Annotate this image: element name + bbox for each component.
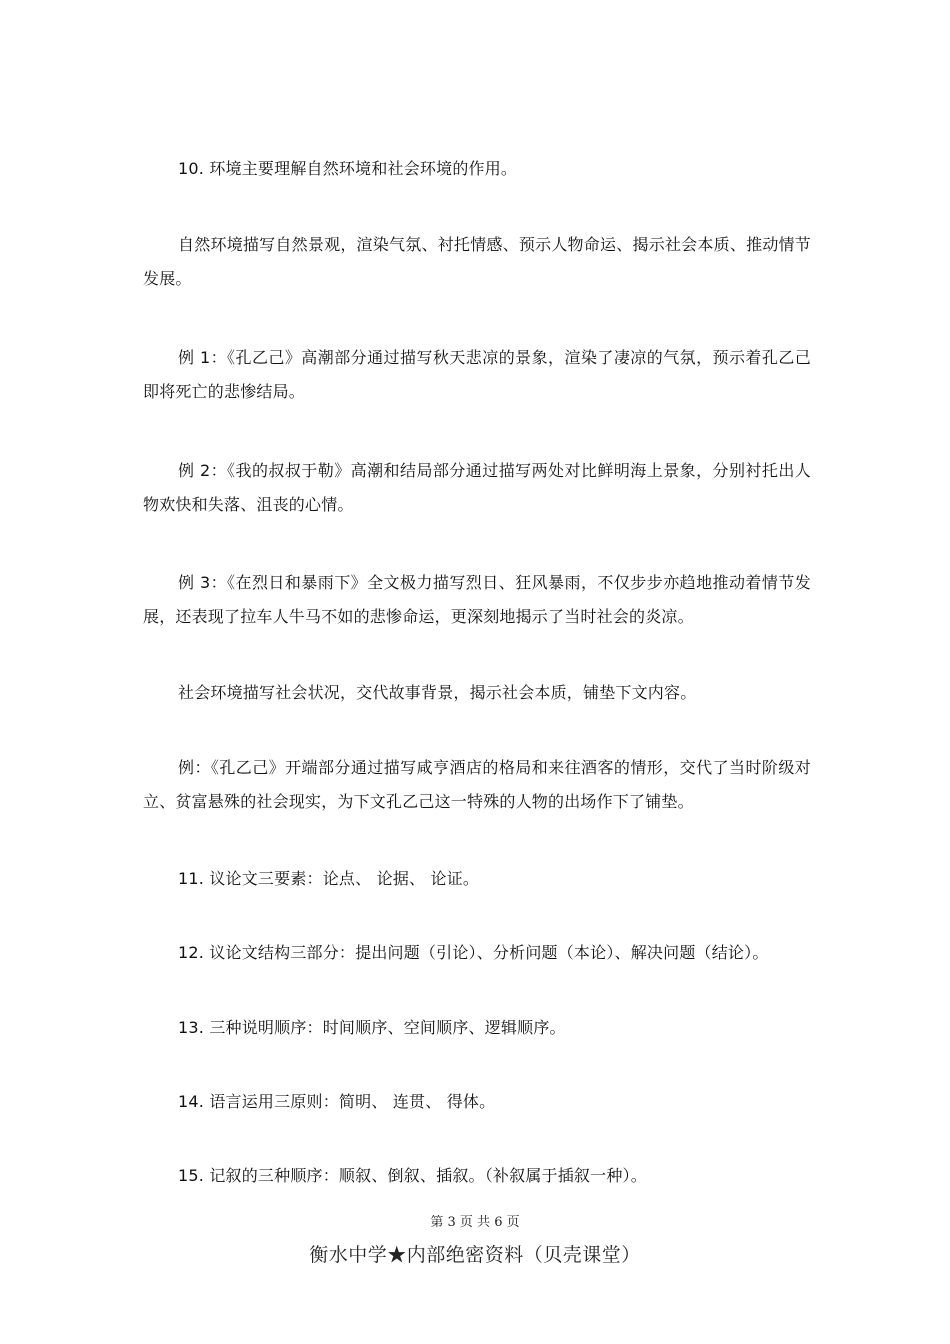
paragraph-item-12: 12. 议论文结构三部分：提出问题（引论）、分析问题（本论）、解决问题（结论）。 bbox=[178, 943, 769, 962]
footer-organization: 衡水中学★内部绝密资料（贝壳课堂） bbox=[309, 1244, 641, 1266]
paragraph-social-example: 例：《孔乙己》开端部分通过描写咸亨酒店的格局和来往酒客的情形，交代了当时阶级对立、贫富悬殊的社会现实，为下文孔乙己这一特殊的人物的出场作下了铺垫。 bbox=[143, 758, 811, 811]
paragraph-example-3: 例 3：《在烈日和暴雨下》全文极力描写烈日、狂风暴雨，不仅步步亦趋地推动着情节发展，还表现了拉车人牛马不如的悲惨命运，更深刻地揭示了当时社会的炎凉。 bbox=[143, 573, 811, 626]
paragraph-item-15: 15. 记叙的三种顺序：顺叙、倒叙、插叙。（补叙属于插叙一种）。 bbox=[178, 1166, 647, 1185]
paragraph-item-11: 11. 议论文三要素：论点、 论据、 论证。 bbox=[178, 869, 480, 888]
paragraph-example-2: 例 2：《我的叔叔于勒》高潮和结局部分通过描写两处对比鲜明海上景象，分别衬托出人物欢快和失落、沮丧的心情。 bbox=[143, 461, 811, 514]
paragraph-item-13: 13. 三种说明顺序：时间顺序、空间顺序、逻辑顺序。 bbox=[178, 1018, 566, 1037]
page-number: 第 3 页 共 6 页 bbox=[430, 1215, 520, 1230]
paragraph-environment-intro: 10. 环境主要理解自然环境和社会环境的作用。 bbox=[178, 159, 518, 178]
paragraph-natural-environment: 自然环境描写自然景观，渲染气氛、衬托情感、预示人物命运、揭示社会本质、推动情节发展。 bbox=[143, 235, 811, 288]
paragraph-social-environment: 社会环境描写社会状况，交代故事背景，揭示社会本质，铺垫下文内容。 bbox=[178, 683, 697, 702]
paragraph-example-1: 例 1：《孔乙己》高潮部分通过描写秋天悲凉的景象，渲染了凄凉的气氛，预示着孔乙己即将死亡的悲惨结局。 bbox=[143, 348, 811, 401]
paragraph-item-14: 14. 语言运用三原则：简明、 连贯、 得体。 bbox=[178, 1092, 496, 1111]
